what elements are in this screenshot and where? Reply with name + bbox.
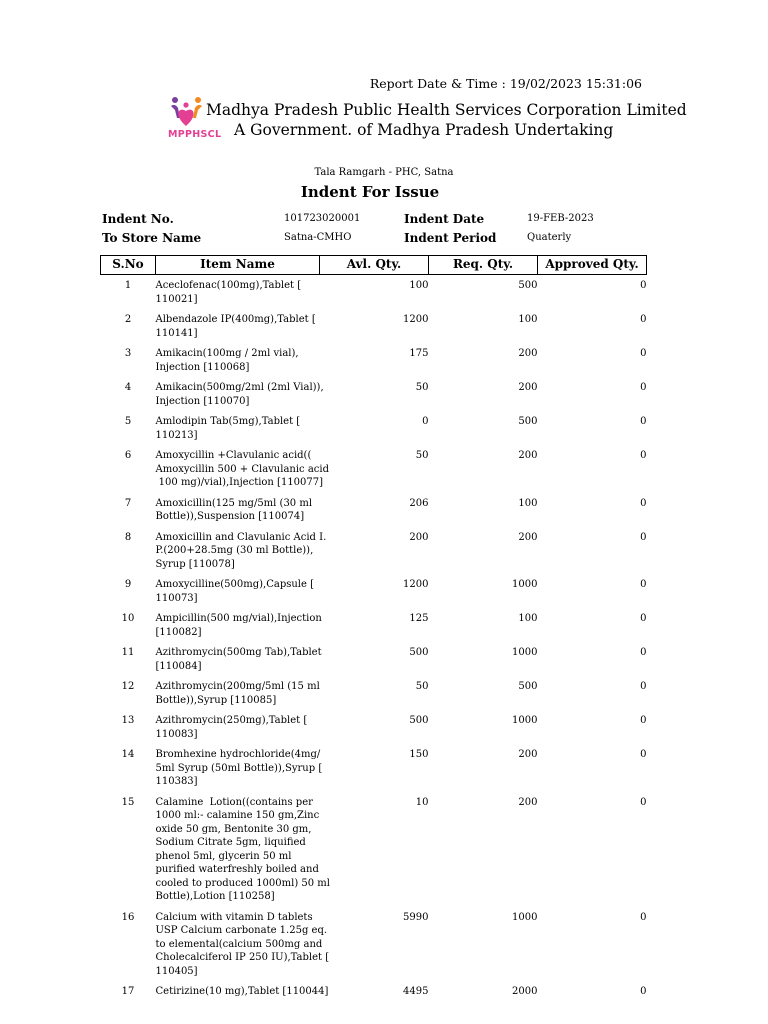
item-name-line: Amoxicillin(125 mg/5ml (30 ml bbox=[155, 497, 313, 509]
item-name-line: Amoxycilline(500mg),Capsule [ bbox=[155, 579, 315, 590]
row-sno: 1 bbox=[124, 280, 132, 291]
table-body bbox=[101, 275, 647, 1002]
row-req-qty: 500 bbox=[518, 681, 538, 692]
table-row bbox=[101, 411, 647, 445]
row-sno: 17 bbox=[121, 986, 135, 997]
row-approved-qty: 0 bbox=[640, 681, 647, 692]
row-approved-qty: 0 bbox=[640, 613, 647, 624]
table-row bbox=[101, 445, 647, 493]
row-req-qty: 200 bbox=[518, 382, 538, 393]
indent-no-label: Indent No. bbox=[102, 212, 174, 226]
row-avl-qty: 200 bbox=[409, 531, 429, 543]
row-sno: 6 bbox=[124, 450, 132, 461]
row-item-name bbox=[155, 445, 329, 493]
indent-period-value: Quaterly bbox=[527, 232, 572, 243]
row-approved-qty: 0 bbox=[640, 416, 647, 427]
row-avl-qty: 100 bbox=[409, 280, 429, 291]
item-name-line: Syrup [110078] bbox=[155, 558, 235, 570]
item-name-line: Cholecalciferol IP 250 IU),Tablet [ bbox=[155, 952, 330, 963]
row-avl-qty: 1200 bbox=[403, 579, 429, 590]
row-sno: 8 bbox=[124, 531, 132, 543]
row-approved-qty: 0 bbox=[640, 796, 647, 808]
item-name-line: Sodium Citrate 5gm, liquified bbox=[155, 837, 306, 848]
row-req-qty: 1000 bbox=[512, 579, 538, 590]
row-approved-qty: 0 bbox=[640, 531, 647, 543]
table-header-row bbox=[101, 256, 647, 275]
item-name-line: 110213] bbox=[155, 429, 198, 441]
table-row bbox=[101, 608, 647, 642]
item-name-line: Azithromycin(250mg),Tablet [ bbox=[155, 715, 308, 726]
row-req-qty: 200 bbox=[518, 531, 538, 543]
row-sno: 5 bbox=[124, 416, 132, 427]
item-name-line: [110084] bbox=[155, 660, 202, 672]
row-avl-qty: 50 bbox=[415, 450, 429, 461]
store-name-label: To Store Name bbox=[102, 231, 202, 245]
row-item-name bbox=[155, 907, 330, 982]
row-sno: 14 bbox=[121, 749, 135, 760]
table-row bbox=[101, 309, 647, 343]
row-avl-qty: 500 bbox=[409, 647, 429, 658]
row-req-qty: 500 bbox=[518, 280, 538, 291]
item-name-line: Ampicillin(500 mg/vial),Injection bbox=[155, 613, 322, 624]
row-req-qty: 1000 bbox=[512, 715, 538, 726]
row-req-qty: 200 bbox=[518, 450, 538, 461]
col-header-sno: S.No bbox=[101, 256, 156, 275]
table-row bbox=[101, 275, 647, 310]
table-row bbox=[101, 792, 647, 907]
row-sno: 11 bbox=[121, 647, 135, 658]
row-item-name bbox=[155, 981, 329, 1002]
row-avl-qty: 500 bbox=[409, 715, 429, 726]
item-name-line: Amoxicillin and Clavulanic Acid I. bbox=[155, 531, 327, 543]
indent-date-label: Indent Date bbox=[404, 212, 485, 226]
table-row bbox=[101, 377, 647, 411]
row-sno: 15 bbox=[121, 796, 135, 808]
org-subtitle: A Government. of Madhya Pradesh Undertaking bbox=[234, 121, 614, 139]
table-row bbox=[101, 907, 647, 982]
table-row bbox=[101, 676, 647, 710]
item-name-line: Bromhexine hydrochloride(4mg/ bbox=[155, 749, 321, 760]
row-approved-qty: 0 bbox=[640, 715, 647, 726]
row-req-qty: 200 bbox=[518, 348, 538, 359]
item-name-line: Aceclofenac(100mg),Tablet [ bbox=[155, 280, 302, 291]
row-item-name bbox=[156, 343, 320, 377]
row-item-name bbox=[156, 608, 320, 642]
row-req-qty: 500 bbox=[518, 416, 538, 427]
row-approved-qty: 0 bbox=[640, 314, 647, 325]
row-approved-qty: 0 bbox=[640, 749, 647, 760]
item-name-line: to elemental(calcium 500mg and bbox=[155, 938, 323, 950]
row-req-qty: 100 bbox=[518, 613, 538, 624]
item-name-line: USP Calcium carbonate 1.25g eq. bbox=[155, 925, 328, 936]
item-name-line: Cetirizine(10 mg),Tablet [110044] bbox=[155, 986, 329, 997]
row-avl-qty: 4495 bbox=[403, 986, 429, 997]
col-header-avl-qty: Avl. Qty. bbox=[320, 256, 429, 275]
item-name-line: P.(200+28.5mg (30 ml Bottle)), bbox=[155, 545, 314, 556]
row-req-qty: 200 bbox=[518, 749, 538, 760]
item-name-line: Injection [110070] bbox=[155, 395, 250, 407]
row-avl-qty: 5990 bbox=[403, 911, 429, 923]
row-avl-qty: 0 bbox=[422, 416, 429, 427]
report-datetime: Report Date & Time : 19/02/2023 15:31:06 bbox=[369, 76, 642, 91]
org-name: Madhya Pradesh Public Health Services Corporation Limited bbox=[206, 101, 687, 119]
table-row bbox=[101, 574, 647, 608]
row-item-name bbox=[156, 710, 320, 744]
item-name-line: 110083] bbox=[155, 728, 198, 740]
row-item-name bbox=[156, 574, 320, 608]
item-name-line: 100 mg)/vial),Injection [110077] bbox=[155, 477, 324, 488]
item-name-line: 1000 ml:- calamine 150 gm,Zinc bbox=[155, 810, 320, 821]
row-approved-qty: 0 bbox=[640, 647, 647, 658]
row-sno: 12 bbox=[121, 681, 135, 692]
row-approved-qty: 0 bbox=[640, 579, 647, 590]
facility-name: Tala Ramgarh - PHC, Satna bbox=[314, 167, 454, 178]
row-item-name bbox=[155, 792, 330, 907]
row-avl-qty: 10 bbox=[415, 796, 429, 808]
row-req-qty: 1000 bbox=[512, 647, 538, 658]
col-header-req-qty: Req. Qty. bbox=[429, 256, 538, 275]
row-approved-qty: 0 bbox=[640, 497, 647, 509]
item-name-line: Calamine Lotion((contains per bbox=[155, 796, 313, 808]
logo-text: MPPHSCL bbox=[168, 129, 222, 140]
row-item-name bbox=[156, 275, 320, 310]
row-item-name bbox=[155, 377, 324, 411]
row-approved-qty: 0 bbox=[640, 382, 647, 393]
item-name-line: 110141] bbox=[155, 327, 198, 339]
row-req-qty: 1000 bbox=[512, 911, 538, 923]
row-sno: 7 bbox=[124, 497, 132, 509]
row-sno: 16 bbox=[121, 911, 135, 923]
row-sno: 9 bbox=[124, 579, 132, 590]
col-header-item-name: Item Name bbox=[156, 256, 320, 275]
item-name-line: Albendazole IP(400mg),Tablet [ bbox=[155, 314, 316, 325]
row-avl-qty: 50 bbox=[415, 382, 429, 393]
table-row bbox=[101, 981, 647, 1002]
item-name-line: Injection [110068] bbox=[155, 361, 250, 373]
col-header-approved-qty: Approved Qty. bbox=[538, 256, 647, 275]
item-name-line: Bottle)),Suspension [110074] bbox=[155, 511, 305, 522]
table-row bbox=[101, 744, 647, 792]
table-row bbox=[101, 343, 647, 377]
row-item-name bbox=[156, 411, 320, 445]
row-approved-qty: 0 bbox=[640, 911, 647, 923]
row-sno: 10 bbox=[121, 613, 135, 624]
table-row bbox=[101, 493, 647, 527]
item-name-line: 110073] bbox=[155, 592, 198, 604]
item-name-line: Azithromycin(500mg Tab),Tablet bbox=[155, 647, 322, 658]
indent-period-label: Indent Period bbox=[404, 231, 497, 245]
row-item-name bbox=[156, 309, 320, 343]
item-name-line: Azithromycin(200mg/5ml (15 ml bbox=[155, 681, 320, 692]
row-approved-qty: 0 bbox=[640, 280, 647, 291]
row-item-name bbox=[156, 642, 320, 676]
row-avl-qty: 1200 bbox=[403, 314, 429, 325]
org-header bbox=[168, 96, 687, 146]
table-row bbox=[101, 527, 647, 575]
indent-no-value: 101723020001 bbox=[284, 213, 361, 224]
row-sno: 2 bbox=[124, 314, 132, 325]
row-item-name bbox=[155, 527, 327, 575]
row-item-name bbox=[155, 744, 323, 792]
item-name-line: Calcium with vitamin D tablets bbox=[155, 911, 313, 923]
document-title: Indent For Issue bbox=[300, 183, 440, 201]
item-name-line: purified waterfreshly boiled and bbox=[155, 864, 319, 875]
row-avl-qty: 206 bbox=[409, 497, 429, 509]
item-name-line: 5ml Syrup (50ml Bottle)),Syrup [ bbox=[155, 762, 323, 774]
item-name-line: [110082] bbox=[155, 626, 202, 638]
row-item-name bbox=[156, 676, 320, 710]
row-req-qty: 200 bbox=[518, 796, 538, 808]
row-avl-qty: 50 bbox=[415, 681, 429, 692]
row-approved-qty: 0 bbox=[640, 348, 647, 359]
item-name-line: 110405] bbox=[155, 965, 198, 977]
item-name-line: Amoxycillin +Clavulanic acid(( bbox=[155, 450, 312, 461]
row-req-qty: 100 bbox=[518, 314, 538, 325]
indent-items-table bbox=[100, 255, 647, 1002]
row-approved-qty: 0 bbox=[640, 450, 647, 461]
store-name-value: Satna-CMHO bbox=[284, 232, 352, 243]
item-name-line: Amikacin(100mg / 2ml vial), bbox=[155, 348, 299, 359]
table-row bbox=[101, 710, 647, 744]
item-name-line: phenol 5ml, glycerin 50 ml bbox=[155, 850, 292, 862]
row-sno: 3 bbox=[124, 348, 132, 359]
item-name-line: cooled to produced 1000ml) 50 ml bbox=[155, 877, 330, 889]
item-name-line: Amikacin(500mg/2ml (2ml Vial)), bbox=[155, 382, 324, 393]
item-name-line: 110383] bbox=[155, 776, 198, 787]
item-name-line: Bottle)),Syrup [110085] bbox=[155, 694, 277, 706]
item-name-line: Bottle),Lotion [110258] bbox=[155, 891, 275, 902]
item-name-line: Amoxycillin 500 + Clavulanic acid bbox=[155, 463, 329, 475]
row-approved-qty: 0 bbox=[640, 986, 647, 997]
row-avl-qty: 125 bbox=[409, 613, 429, 624]
row-item-name bbox=[156, 493, 320, 527]
item-name-line: 110021] bbox=[155, 293, 198, 305]
row-req-qty: 2000 bbox=[512, 986, 538, 997]
row-sno: 13 bbox=[121, 715, 135, 726]
item-name-line: Amlodipin Tab(5mg),Tablet [ bbox=[155, 416, 301, 427]
table-row bbox=[101, 642, 647, 676]
row-sno: 4 bbox=[124, 382, 132, 393]
row-req-qty: 100 bbox=[518, 497, 538, 509]
item-name-line: oxide 50 gm, Bentonite 30 gm, bbox=[155, 823, 312, 835]
row-avl-qty: 175 bbox=[409, 348, 429, 359]
indent-date-value: 19-FEB-2023 bbox=[527, 213, 594, 224]
row-avl-qty: 150 bbox=[409, 749, 429, 760]
